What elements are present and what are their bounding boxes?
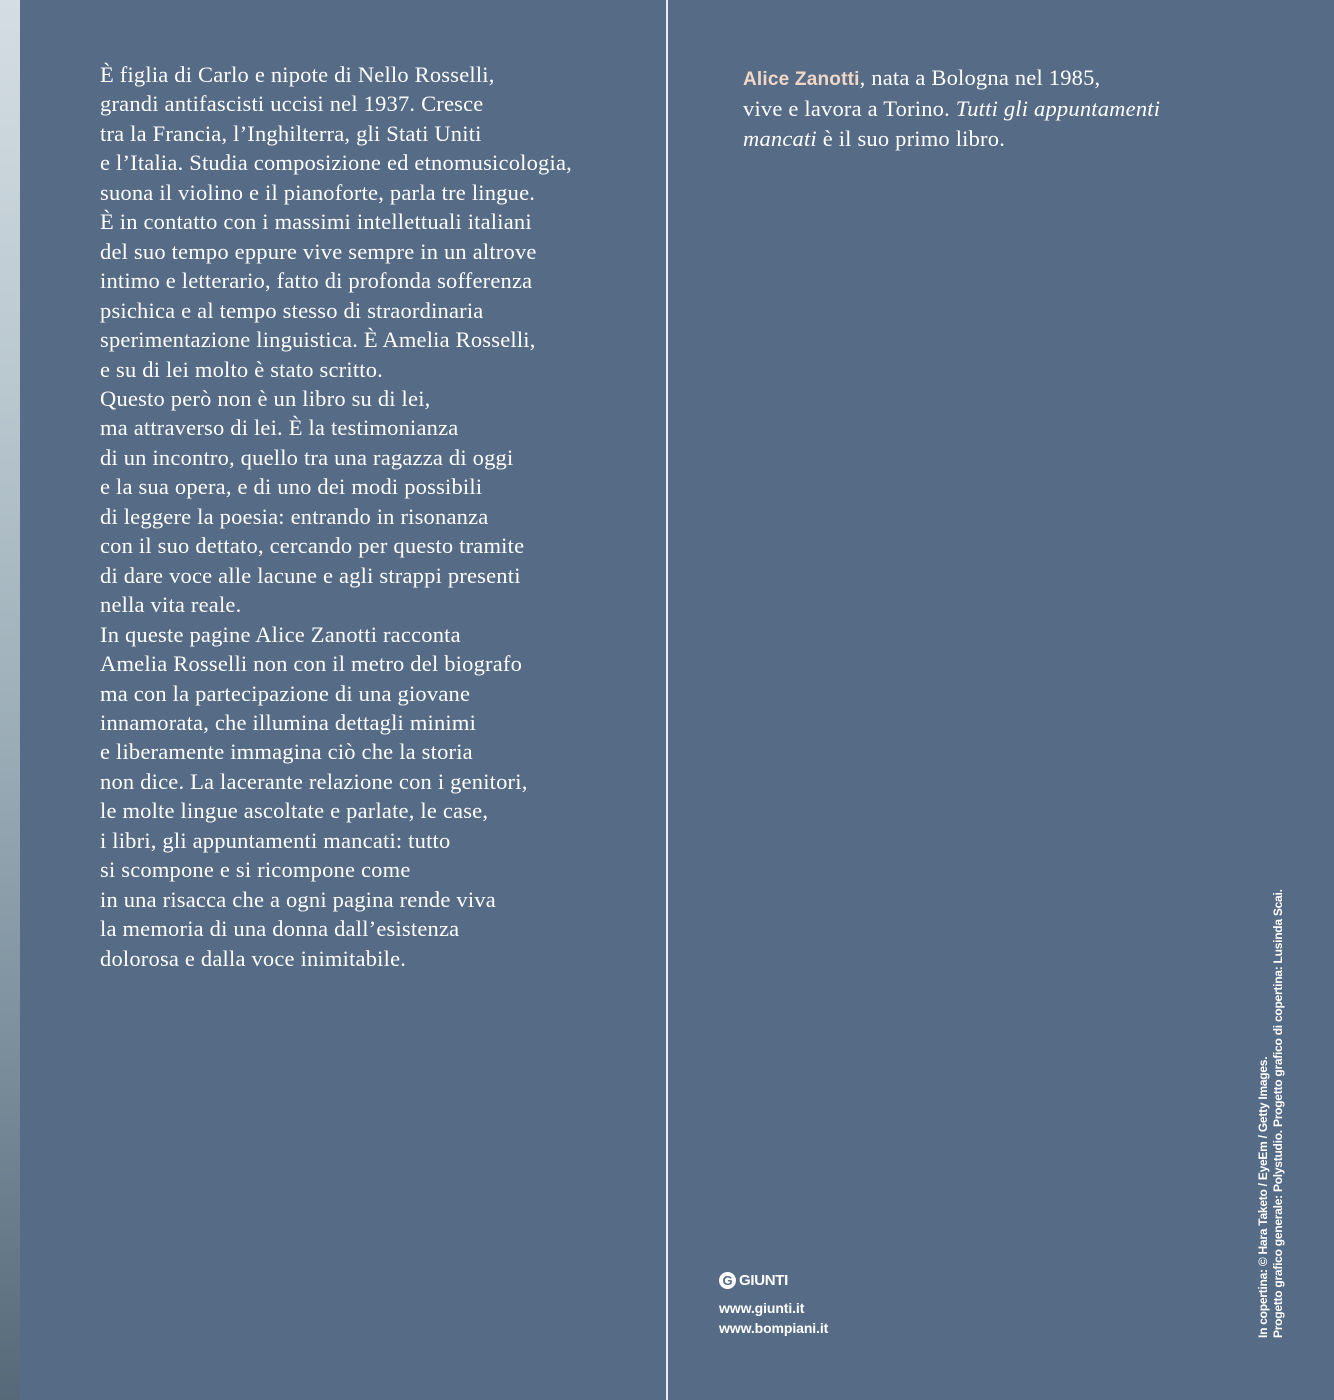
back-cover-blurb: [100, 60, 640, 973]
cover-credits: [1256, 838, 1286, 1338]
author-bio: [743, 63, 1283, 153]
blurb-line: la memoria di una donna dall’esistenza: [100, 916, 460, 942]
cover-photo-edge: [0, 0, 20, 1400]
blurb-line: e su di lei molto è stato scritto.: [100, 356, 384, 382]
blurb-line: tra la Francia, l’Inghilterra, gli Stati Uniti: [100, 120, 482, 146]
fold-line: [666, 0, 668, 1400]
blurb-line: di un incontro, quello tra una ragazza di oggi: [100, 444, 514, 470]
website-bompiani: www.bompiani.it: [719, 1320, 829, 1336]
book-title: Tutti gli appuntamenti: [955, 96, 1161, 122]
author-bio-line-3: [743, 124, 1283, 153]
author-bio-text: vive e lavora a Torino.: [743, 96, 956, 122]
blurb-line: suona il violino e il pianoforte, parla tre lingue.: [100, 179, 536, 205]
blurb-line: di leggere la poesia: entrando in risonanza: [100, 503, 489, 529]
author-name: Alice Zanotti: [743, 69, 860, 90]
blurb-line: con il suo dettato, cercando per questo tramite: [100, 533, 525, 559]
blurb-line: dolorosa e dalla voce inimitabile.: [100, 945, 407, 971]
publisher-block: [719, 1268, 828, 1338]
blurb-line: in una risacca che a ogni pagina rende viva: [100, 886, 496, 912]
blurb-line: e liberamente immagina ciò che la storia: [100, 739, 473, 765]
author-bio-line-1: [743, 63, 1283, 94]
giunti-logo-icon: G: [719, 1272, 736, 1289]
author-bio-line-2: [743, 94, 1283, 123]
author-bio-text: è il suo primo libro.: [816, 125, 1006, 151]
design-credit: Progetto grafico generale: Polystudio. Progetto grafico di copertina: Lusinda Scai.: [1271, 889, 1285, 1338]
author-bio-text: , nata a Bologna nel 1985,: [859, 65, 1101, 90]
blurb-line: intimo e letterario, fatto di profonda sofferenza: [100, 268, 533, 294]
blurb-line: psichica e al tempo stesso di straordinaria: [100, 297, 484, 323]
blurb-line: non dice. La lacerante relazione con i genitori,: [100, 768, 528, 794]
blurb-line: ma con la partecipazione di una giovane: [100, 680, 471, 706]
blurb-line: del suo tempo eppure vive sempre in un altrove: [100, 238, 537, 264]
website-giunti: www.giunti.it: [719, 1300, 805, 1316]
blurb-line: Amelia Rosselli non con il metro del biografo: [100, 651, 523, 677]
blurb-line: i libri, gli appuntamenti mancati: tutto: [100, 827, 451, 853]
book-title: mancati: [743, 125, 817, 151]
photo-credit: In copertina: © Hara Taketo / EyeEm / Getty Images.: [1256, 1056, 1270, 1338]
blurb-line: È in contatto con i massimi intellettuali italiani: [100, 209, 532, 235]
blurb-line: nella vita reale.: [100, 592, 242, 618]
blurb-line: innamorata, che illumina dettagli minimi: [100, 709, 477, 735]
publisher-logo: [719, 1268, 828, 1292]
blurb-line: e la sua opera, e di uno dei modi possibili: [100, 474, 483, 500]
blurb-line: di dare voce alle lacune e agli strappi presenti: [100, 562, 521, 588]
blurb-line: ma attraverso di lei. È la testimonianza: [100, 415, 459, 441]
blurb-line: È figlia di Carlo e nipote di Nello Rosselli,: [100, 62, 495, 87]
blurb-line: si scompone e si ricompone come: [100, 857, 411, 883]
blurb-line: Questo però non è un libro su di lei,: [100, 385, 431, 411]
blurb-line: In queste pagine Alice Zanotti racconta: [100, 621, 461, 647]
publisher-name: GIUNTI: [739, 1271, 789, 1289]
blurb-line: e l’Italia. Studia composizione ed etnomusicologia,: [100, 150, 572, 176]
blurb-line: le molte lingue ascoltate e parlate, le case,: [100, 798, 489, 824]
blurb-line: sperimentazione linguistica. È Amelia Rosselli,: [100, 327, 536, 353]
blurb-line: grandi antifascisti uccisi nel 1937. Cresce: [100, 91, 484, 117]
